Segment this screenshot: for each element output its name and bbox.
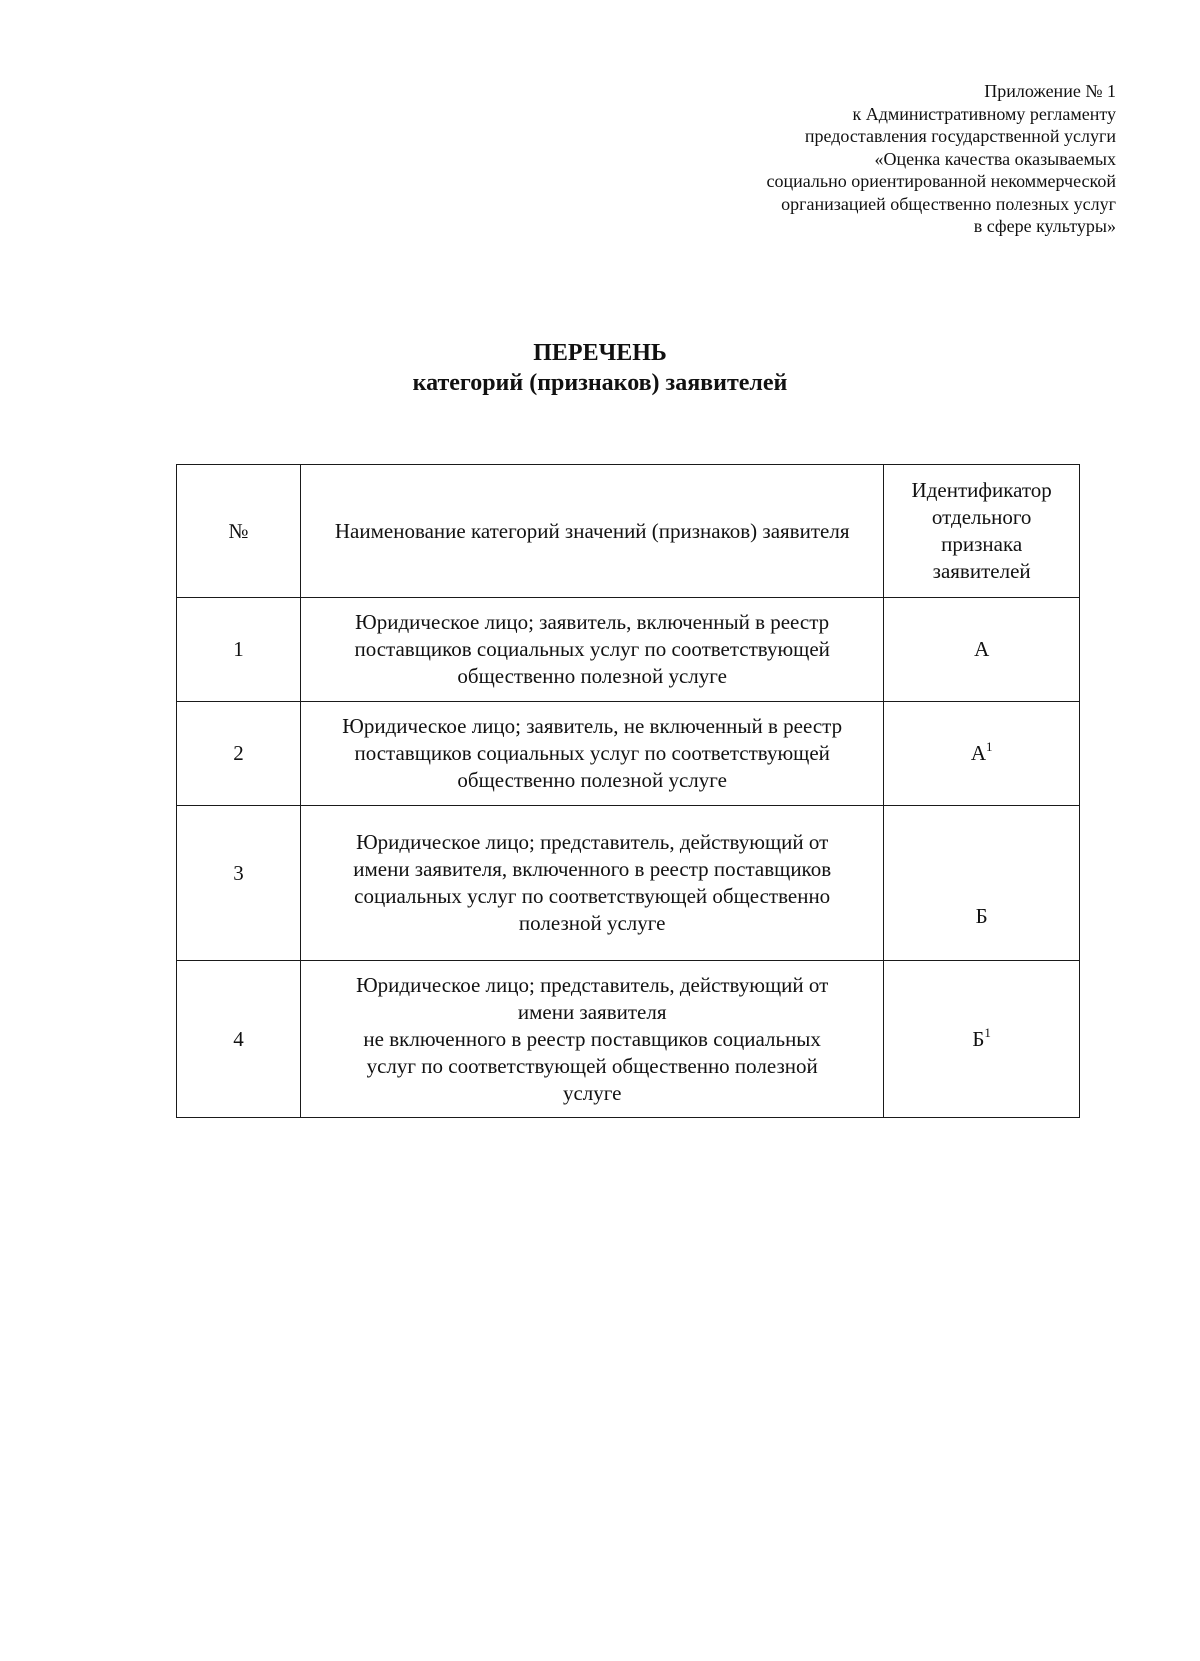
appendix-line: «Оценка качества оказываемых xyxy=(874,148,1116,169)
appendix-line: Приложение № 1 xyxy=(984,81,1116,101)
table-row xyxy=(177,598,1080,702)
row-identifier xyxy=(884,598,1080,702)
identifier-letter: А xyxy=(970,741,986,765)
row-number: 2 xyxy=(177,702,301,806)
category-line: услуг по соответствующей общественно полезной xyxy=(366,1053,818,1078)
category-line: Юридическое лицо; представитель, действующий от xyxy=(356,972,829,997)
document-title xyxy=(0,338,1200,398)
identifier-letter: Б xyxy=(975,904,988,928)
row-number: 3 xyxy=(177,806,301,961)
header-number: № xyxy=(177,465,301,598)
category-line: общественно полезной услуге xyxy=(457,664,727,688)
category-line: общественно полезной услуге xyxy=(457,768,727,792)
category-line: Юридическое лицо; представитель, действующий от xyxy=(356,830,829,854)
table-header-row xyxy=(177,465,1080,598)
row-category-name xyxy=(301,961,884,1118)
identifier-superscript: 1 xyxy=(985,739,993,754)
table-row xyxy=(177,806,1080,961)
appendix-note xyxy=(766,80,1116,238)
applicant-categories-table xyxy=(176,464,1080,1118)
header-identifier-line: заявителей xyxy=(932,559,1031,583)
appendix-line: предоставления государственной услуги xyxy=(804,126,1116,146)
row-category-name xyxy=(301,806,884,961)
identifier-letter: А xyxy=(974,637,990,661)
header-identifier xyxy=(884,465,1080,598)
category-line: не включенного в реестр поставщиков социальных xyxy=(363,1026,821,1051)
appendix-line: в сфере культуры» xyxy=(973,216,1116,236)
row-number: 1 xyxy=(177,598,301,702)
header-identifier-line: признака xyxy=(941,532,1023,556)
title-main: ПЕРЕЧЕНЬ xyxy=(533,340,667,366)
category-line: Юридическое лицо; заявитель, включенный в реестр xyxy=(355,610,830,634)
appendix-line: социально ориентированной некоммерческой xyxy=(766,171,1116,191)
category-line: услуге xyxy=(562,1080,622,1105)
title-subtitle: категорий (признаков) заявителей xyxy=(412,370,788,396)
row-identifier xyxy=(884,806,1080,961)
category-line: социальных услуг по соответствующей общественно xyxy=(354,884,831,908)
row-category-name xyxy=(301,702,884,806)
row-identifier xyxy=(884,961,1080,1118)
header-identifier-line: Идентификатор xyxy=(911,478,1052,502)
category-line: поставщиков социальных услуг по соответствующей xyxy=(354,741,830,765)
identifier-letter: Б xyxy=(972,1026,985,1051)
category-line: имени заявителя, включенного в реестр поставщиков xyxy=(353,857,832,881)
category-line: полезной услуге xyxy=(518,911,666,935)
category-line: Юридическое лицо; заявитель, не включенный в реестр xyxy=(342,714,843,738)
category-line: имени заявителя xyxy=(517,999,667,1024)
row-identifier xyxy=(884,702,1080,806)
appendix-line: к Административному регламенту xyxy=(852,103,1116,124)
header-identifier-line: отдельного xyxy=(931,505,1032,529)
category-line: поставщиков социальных услуг по соответствующей xyxy=(354,637,830,661)
row-category-name xyxy=(301,598,884,702)
row-number: 4 xyxy=(177,961,301,1118)
appendix-line: организацией общественно полезных услуг xyxy=(781,193,1116,214)
table-row xyxy=(177,702,1080,806)
identifier-superscript: 1 xyxy=(984,1024,991,1040)
header-category-name: Наименование категорий значений (признаков) заявителя xyxy=(301,465,884,598)
table-row xyxy=(177,961,1080,1118)
